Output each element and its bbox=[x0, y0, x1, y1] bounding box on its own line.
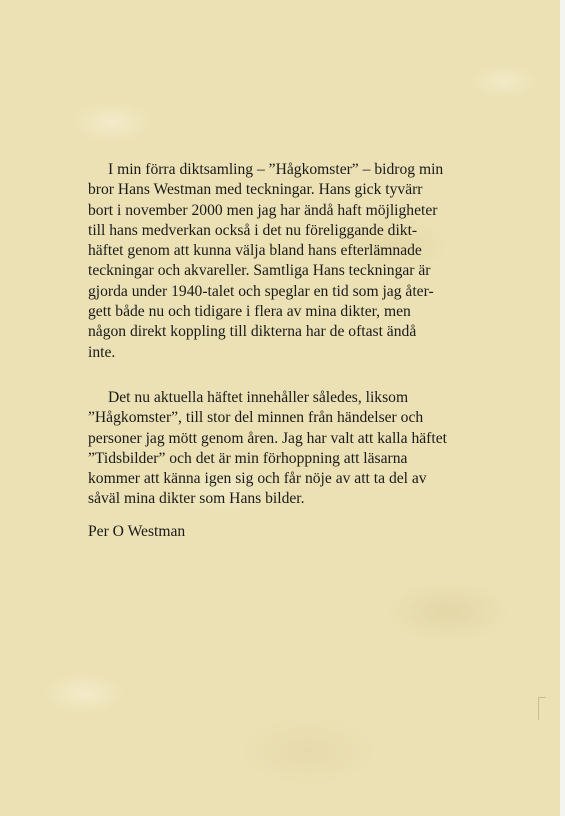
text-line: inte. bbox=[88, 343, 116, 361]
text-line: Det nu aktuella häftet innehåller således, liksom bbox=[108, 389, 409, 406]
text-line: ”Tidsbilder” och det är min förhoppning att läsarna bbox=[88, 449, 408, 467]
text-line: I min förra diktsamling – ”Hågkomster” – bidrog min bbox=[108, 161, 444, 178]
text-line: teckningar och akvareller. Samtliga Hans teckningar är bbox=[88, 262, 431, 280]
text-line: personer jag mött genom åren. Jag har valt att kalla häftet bbox=[88, 429, 447, 447]
text-line: häftet genom att kunna välja bland hans efterlämnade bbox=[88, 242, 422, 260]
text-line: till hans medverkan också i det nu föreliggande dikt- bbox=[88, 221, 418, 239]
text-line: någon direkt koppling till dikterna har de oftast ändå bbox=[88, 323, 417, 341]
text-line: bort i november 2000 men jag har ändå haft möjligheter bbox=[88, 201, 438, 219]
text-line: ”Hågkomster”, till stor del minnen från händelser och bbox=[88, 409, 424, 427]
text-line: såväl mina dikter som Hans bilder. bbox=[88, 490, 305, 508]
text-line: kommer att känna igen sig och får nöje av att ta del av bbox=[88, 470, 427, 488]
paragraph-2 bbox=[88, 388, 447, 510]
signature: Per O Westman bbox=[88, 523, 186, 540]
text-line: gett både nu och tidigare i flera av mina dikter, men bbox=[88, 303, 411, 321]
paragraph-1 bbox=[88, 160, 443, 363]
text-line: bror Hans Westman med teckningar. Hans gick tyvärr bbox=[88, 181, 423, 199]
page-edge bbox=[560, 0, 565, 816]
text-line: gjorda under 1940-talet och speglar en tid som jag åter- bbox=[88, 282, 434, 300]
corner-crop-mark bbox=[538, 697, 546, 720]
